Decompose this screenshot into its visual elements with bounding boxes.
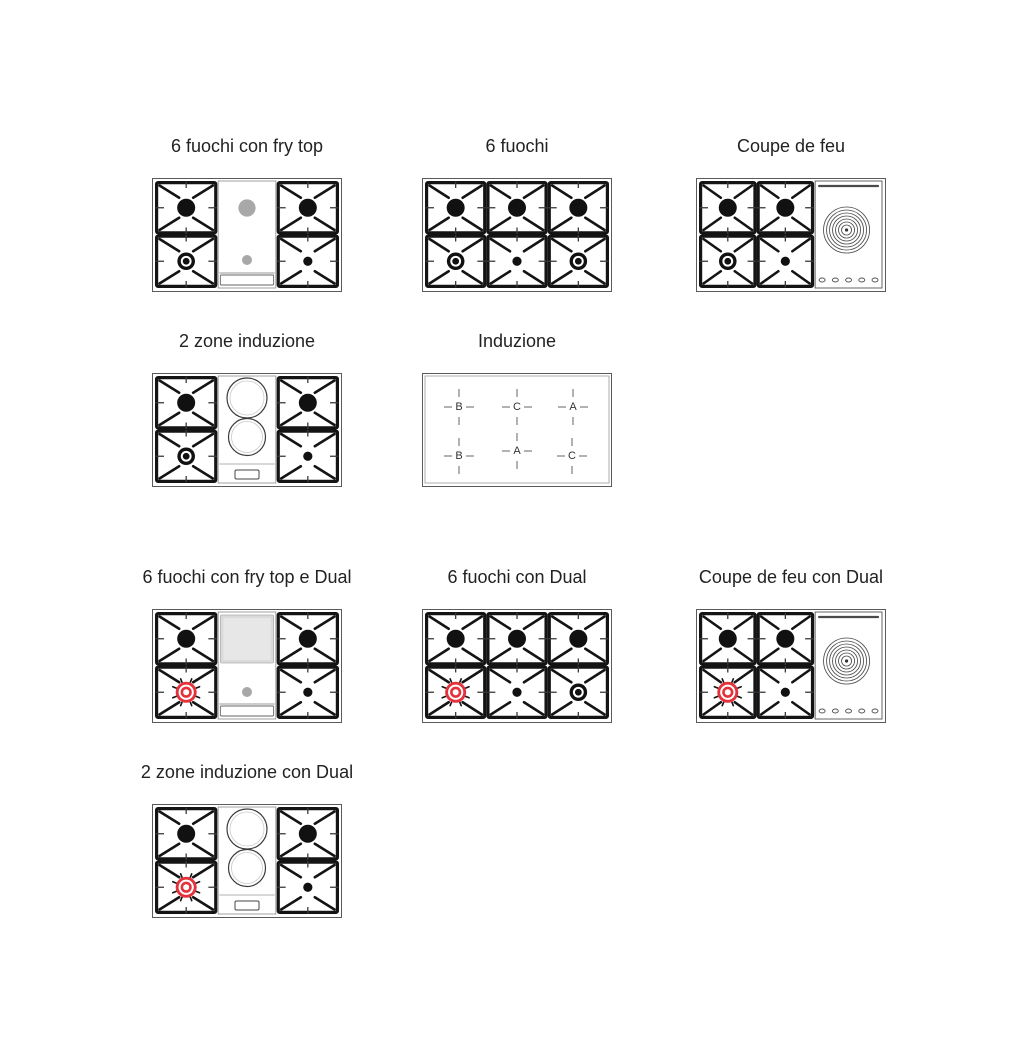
fry-top-small-dot (242, 687, 252, 697)
grate-cell (426, 182, 486, 235)
large-burner-icon (719, 630, 737, 648)
induction-zone (229, 419, 266, 456)
large-burner-icon (299, 825, 317, 843)
control-knob-icon (872, 278, 878, 282)
config-title: 6 fuochi con fry top (170, 136, 324, 156)
control-knob-icon (846, 278, 852, 282)
large-burner-icon (719, 199, 737, 217)
fry-top-large-dot (238, 199, 255, 216)
burner-center (183, 884, 189, 890)
grate-cell (277, 377, 338, 430)
grate-cell (757, 235, 814, 288)
grate-cell (426, 613, 486, 666)
induction-hob (425, 376, 609, 483)
large-burner-icon (299, 630, 317, 648)
large-burner-icon (299, 394, 317, 412)
config-title: 2 zone induzione (178, 331, 316, 351)
small-burner-icon (781, 257, 790, 266)
config-2-zone-induzione (92, 330, 402, 490)
control-knob-icon (819, 278, 825, 282)
large-burner-icon (177, 630, 195, 648)
small-burner-icon (781, 688, 790, 697)
burner-cap (569, 199, 587, 217)
zone-label: A (569, 401, 577, 413)
large-burner-icon (177, 394, 195, 412)
burner-cap (512, 257, 521, 266)
grate-cell (757, 613, 814, 666)
burner-cap (512, 688, 521, 697)
large-burner-icon (447, 199, 465, 217)
cooktop-diagram (422, 178, 612, 292)
ring-burner-icon (719, 252, 737, 270)
grate-cell (277, 808, 338, 861)
grate-cell (700, 182, 757, 235)
small-burner-icon (303, 883, 312, 892)
control-knob-icon (819, 709, 825, 713)
coupe-de-feu-center (845, 228, 848, 231)
control-knob-icon (832, 709, 838, 713)
burner-center (725, 689, 731, 695)
control-knob-icon (872, 709, 878, 713)
burner-cap (183, 453, 190, 460)
grate-cell (156, 666, 217, 719)
small-burner-icon (303, 257, 312, 266)
induction-zones (218, 807, 276, 914)
cooktop-diagram (696, 178, 886, 292)
control-knob-icon (846, 709, 852, 713)
burner-cap (724, 258, 731, 265)
fry-top-drip-tray (220, 706, 273, 716)
control-knob-icon (859, 278, 865, 282)
config-coupe-de-feu-con-dual (636, 566, 946, 726)
grate-cell (548, 182, 608, 235)
config-6-fuochi-con-fry-top (92, 135, 402, 295)
config-title: 6 fuochi (485, 136, 549, 156)
burner-cap (299, 199, 317, 217)
burner-center (453, 689, 459, 695)
induction-zone (227, 378, 267, 418)
burner-center (183, 689, 189, 695)
grate-cell (757, 182, 814, 235)
ring-burner-icon (177, 447, 195, 465)
cooktop-diagram (152, 178, 342, 292)
grate-cell (156, 235, 217, 288)
large-burner-icon (447, 630, 465, 648)
burner-cap (508, 630, 526, 648)
grate-cell (487, 235, 547, 288)
fry-top (218, 612, 276, 719)
burner-cap (508, 199, 526, 217)
grate-cell (487, 182, 547, 235)
burner-cap (303, 688, 312, 697)
config-6-fuochi (362, 135, 672, 295)
ring-burner-icon (177, 252, 195, 270)
large-burner-icon (508, 199, 526, 217)
config-coupe-de-feu (636, 135, 946, 295)
grate-cell (548, 235, 608, 288)
large-burner-icon (177, 825, 195, 843)
grate-cell (277, 182, 338, 235)
grate-cell (548, 666, 608, 719)
fry-top-plate-surface (223, 618, 270, 660)
burner-cap (299, 630, 317, 648)
fry-top-drip-tray (220, 275, 273, 285)
grate-cell (277, 861, 338, 914)
grate-cell (426, 666, 486, 719)
grate-cell (156, 861, 217, 914)
grate-cell (156, 377, 217, 430)
burner-cap (303, 452, 312, 461)
small-burner-icon (512, 257, 521, 266)
large-burner-icon (508, 630, 526, 648)
burner-cap (719, 199, 737, 217)
small-burner-icon (303, 452, 312, 461)
grate-cell (156, 808, 217, 861)
grate-cell (277, 666, 338, 719)
config-6-fuochi-con-dual (362, 566, 672, 726)
burner-cap (452, 258, 459, 265)
grate-cell (700, 235, 757, 288)
induction-control-icon (235, 901, 259, 910)
small-burner-icon (512, 688, 521, 697)
burner-cap (303, 883, 312, 892)
config-title: Coupe de feu con Dual (698, 567, 884, 587)
cooktop-diagram (152, 804, 342, 918)
grate-cell (277, 235, 338, 288)
grate-cell (757, 666, 814, 719)
burner-cap (575, 258, 582, 265)
config-title: 2 zone induzione con Dual (140, 762, 354, 782)
config-6-fuochi-con-fry-top-e-dual (92, 566, 402, 726)
coupe-de-feu-plate (815, 612, 882, 719)
large-burner-icon (569, 199, 587, 217)
burner-cap (776, 199, 794, 217)
fry-top-frame (218, 181, 276, 288)
large-burner-icon (776, 630, 794, 648)
cooktop-diagram (152, 609, 342, 723)
zone-label: C (513, 401, 521, 413)
grate-cell (426, 235, 486, 288)
burner-cap (569, 630, 587, 648)
zone-label: A (513, 445, 521, 457)
config-2-zone-induzione-con-dual (92, 761, 402, 921)
zone-label: C (568, 450, 576, 462)
induction-zones (218, 376, 276, 483)
burner-cap (447, 630, 465, 648)
cooktop-diagram (696, 609, 886, 723)
grate-cell (700, 613, 757, 666)
burner-cap (776, 630, 794, 648)
grate-cell (277, 613, 338, 666)
config-title: 6 fuochi con fry top e Dual (142, 567, 352, 587)
burner-cap (447, 199, 465, 217)
grate-cell (487, 613, 547, 666)
large-burner-icon (776, 199, 794, 217)
grate-cell (700, 666, 757, 719)
zone-label: B (455, 401, 463, 413)
large-burner-icon (177, 199, 195, 217)
config-title: Coupe de feu (736, 136, 846, 156)
burner-cap (781, 688, 790, 697)
zone-label: B (455, 450, 463, 462)
induction-control-icon (235, 470, 259, 479)
burner-cap (177, 630, 195, 648)
control-knob-icon (832, 278, 838, 282)
burner-cap (719, 630, 737, 648)
ring-burner-icon (570, 252, 588, 270)
burner-cap (299, 394, 317, 412)
ring-burner-icon (570, 683, 588, 701)
burner-cap (781, 257, 790, 266)
grate-cell (156, 182, 217, 235)
cooktop-diagram (152, 373, 342, 487)
grate-cell (156, 613, 217, 666)
burner-cap (303, 257, 312, 266)
grate-cell (487, 666, 547, 719)
large-burner-icon (569, 630, 587, 648)
config-title: 6 fuochi con Dual (447, 567, 587, 587)
control-knob-icon (859, 709, 865, 713)
induction-zone (229, 850, 266, 887)
burner-cap (177, 199, 195, 217)
burner-cap (299, 825, 317, 843)
fry-top-small-dot (242, 255, 252, 265)
config-induzione (362, 330, 672, 490)
grate-cell (277, 430, 338, 483)
burner-cap (183, 258, 190, 265)
coupe-de-feu-plate (815, 181, 882, 288)
burner-cap (177, 394, 195, 412)
small-burner-icon (303, 688, 312, 697)
fry-top (218, 181, 276, 288)
cooktop-diagram (422, 609, 612, 723)
large-burner-icon (299, 199, 317, 217)
coupe-de-feu-center (845, 659, 848, 662)
config-title: Induzione (477, 331, 557, 351)
induction-zone (227, 809, 267, 849)
ring-burner-icon (447, 252, 465, 270)
grate-cell (156, 430, 217, 483)
grate-cell (548, 613, 608, 666)
burner-cap (575, 689, 582, 696)
burner-cap (177, 825, 195, 843)
cooktop-diagram (422, 373, 612, 487)
